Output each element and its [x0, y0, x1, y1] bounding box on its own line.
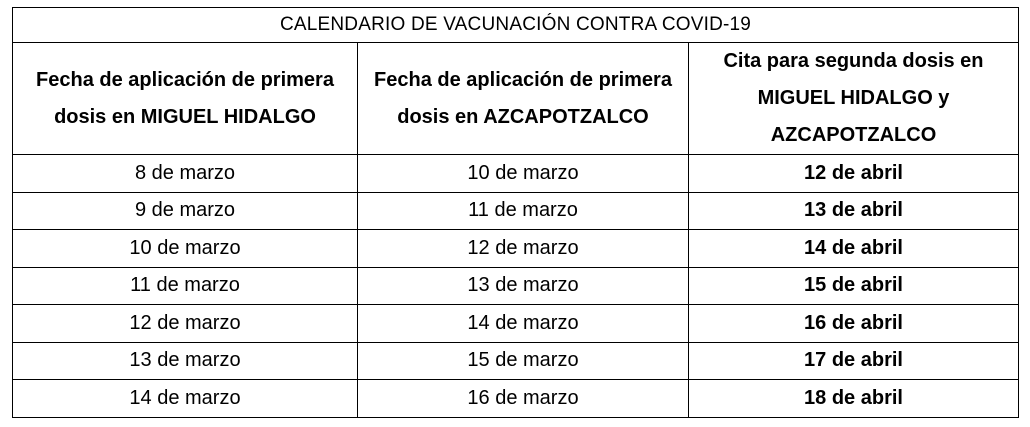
cell-first-dose-miguel-hidalgo: 8 de marzo [13, 155, 358, 193]
cell-first-dose-miguel-hidalgo: 10 de marzo [13, 230, 358, 268]
cell-second-dose-date: 12 de abril [689, 155, 1019, 193]
header-first-dose-miguel-hidalgo: Fecha de aplicación de primera dosis en MIGUEL HIDALGO [13, 43, 358, 155]
cell-first-dose-azcapotzalco: 15 de marzo [358, 342, 689, 380]
table-title: CALENDARIO DE VACUNACIÓN CONTRA COVID-19 [13, 8, 1019, 43]
cell-first-dose-azcapotzalco: 11 de marzo [358, 192, 689, 230]
cell-second-dose-date: 16 de abril [689, 305, 1019, 343]
table-row [13, 267, 1019, 305]
cell-first-dose-azcapotzalco: 14 de marzo [358, 305, 689, 343]
table-row [13, 342, 1019, 380]
table-header-row [13, 43, 1019, 155]
cell-first-dose-azcapotzalco: 16 de marzo [358, 380, 689, 418]
cell-second-dose-date: 17 de abril [689, 342, 1019, 380]
table-title-row [13, 8, 1019, 43]
cell-first-dose-miguel-hidalgo: 11 de marzo [13, 267, 358, 305]
cell-first-dose-miguel-hidalgo: 12 de marzo [13, 305, 358, 343]
table-row [13, 305, 1019, 343]
header-first-dose-azcapotzalco: Fecha de aplicación de primera dosis en AZCAPOTZALCO [358, 43, 689, 155]
cell-second-dose-date: 13 de abril [689, 192, 1019, 230]
cell-first-dose-azcapotzalco: 10 de marzo [358, 155, 689, 193]
cell-first-dose-miguel-hidalgo: 14 de marzo [13, 380, 358, 418]
cell-first-dose-miguel-hidalgo: 9 de marzo [13, 192, 358, 230]
table-row [13, 192, 1019, 230]
cell-second-dose-date: 18 de abril [689, 380, 1019, 418]
table-row [13, 380, 1019, 418]
table-row [13, 230, 1019, 268]
cell-first-dose-azcapotzalco: 13 de marzo [358, 267, 689, 305]
vaccination-schedule-table [12, 7, 1019, 418]
cell-first-dose-miguel-hidalgo: 13 de marzo [13, 342, 358, 380]
header-second-dose-appointment: Cita para segunda dosis en MIGUEL HIDALGO y AZCAPOTZALCO [689, 43, 1019, 155]
cell-second-dose-date: 14 de abril [689, 230, 1019, 268]
cell-first-dose-azcapotzalco: 12 de marzo [358, 230, 689, 268]
table-row [13, 155, 1019, 193]
cell-second-dose-date: 15 de abril [689, 267, 1019, 305]
